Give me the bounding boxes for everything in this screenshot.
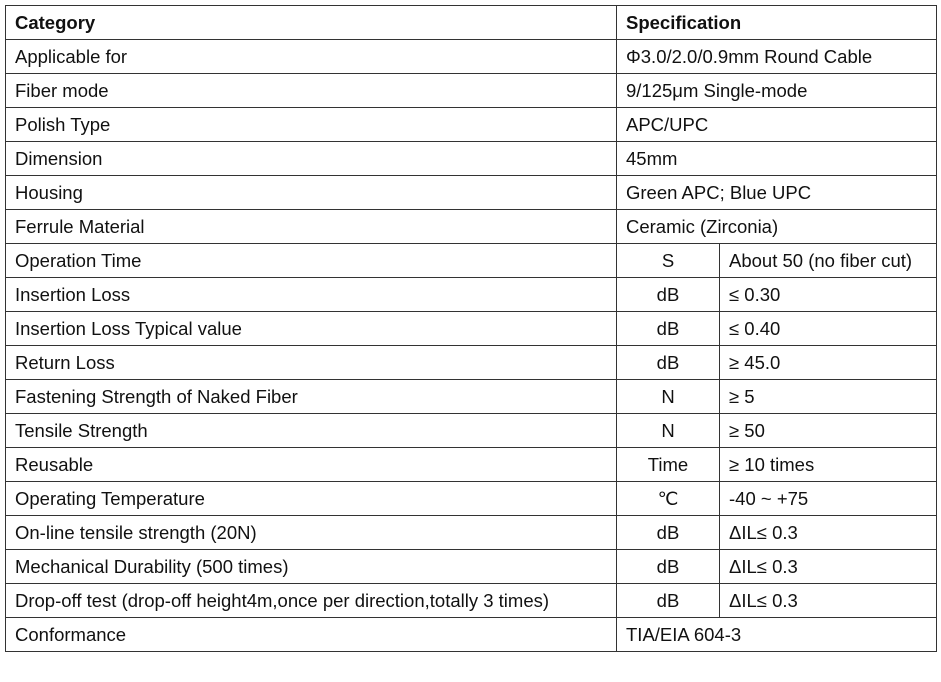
value-cell: ΔIL≤ 0.3 xyxy=(720,550,937,584)
category-cell: On-line tensile strength (20N) xyxy=(6,516,617,550)
value-cell: ΔIL≤ 0.3 xyxy=(720,516,937,550)
table-row xyxy=(6,142,937,176)
table-row xyxy=(6,278,937,312)
category-cell: Insertion Loss xyxy=(6,278,617,312)
spec-cell: TIA/EIA 604-3 xyxy=(617,618,937,652)
category-cell: Housing xyxy=(6,176,617,210)
value-cell: ≤ 0.40 xyxy=(720,312,937,346)
spec-cell: APC/UPC xyxy=(617,108,937,142)
category-cell: Polish Type xyxy=(6,108,617,142)
unit-cell: dB xyxy=(617,346,720,380)
category-cell: Dimension xyxy=(6,142,617,176)
table-row xyxy=(6,618,937,652)
value-cell: ≥ 5 xyxy=(720,380,937,414)
category-cell: Drop-off test (drop-off height4m,once per direction,totally 3 times) xyxy=(6,584,617,618)
spec-cell: Green APC; Blue UPC xyxy=(617,176,937,210)
unit-cell: S xyxy=(617,244,720,278)
category-cell: Applicable for xyxy=(6,40,617,74)
header-category: Category xyxy=(6,6,617,40)
table-row xyxy=(6,482,937,516)
unit-cell: dB xyxy=(617,584,720,618)
value-cell: About 50 (no fiber cut) xyxy=(720,244,937,278)
category-cell: Ferrule Material xyxy=(6,210,617,244)
value-cell: ≥ 10 times xyxy=(720,448,937,482)
table-row xyxy=(6,40,937,74)
category-cell: Return Loss xyxy=(6,346,617,380)
table-row xyxy=(6,176,937,210)
category-cell: Tensile Strength xyxy=(6,414,617,448)
category-cell: Mechanical Durability (500 times) xyxy=(6,550,617,584)
table-row xyxy=(6,210,937,244)
table-row xyxy=(6,550,937,584)
table-row xyxy=(6,516,937,550)
value-cell: ≥ 45.0 xyxy=(720,346,937,380)
category-cell: Fiber mode xyxy=(6,74,617,108)
category-cell: Reusable xyxy=(6,448,617,482)
unit-cell: dB xyxy=(617,278,720,312)
value-cell: ≤ 0.30 xyxy=(720,278,937,312)
table-row xyxy=(6,414,937,448)
spec-cell: 9/125μm Single-mode xyxy=(617,74,937,108)
unit-cell: ℃ xyxy=(617,482,720,516)
category-cell: Conformance xyxy=(6,618,617,652)
table-row xyxy=(6,584,937,618)
header-specification: Specification xyxy=(617,6,937,40)
spec-cell: 45mm xyxy=(617,142,937,176)
value-cell: ≥ 50 xyxy=(720,414,937,448)
table-row xyxy=(6,380,937,414)
category-cell: Operating Temperature xyxy=(6,482,617,516)
category-cell: Insertion Loss Typical value xyxy=(6,312,617,346)
unit-cell: N xyxy=(617,380,720,414)
unit-cell: N xyxy=(617,414,720,448)
table-row xyxy=(6,74,937,108)
table-row xyxy=(6,108,937,142)
spec-table xyxy=(5,5,937,652)
spec-cell: Ceramic (Zirconia) xyxy=(617,210,937,244)
table-row xyxy=(6,346,937,380)
category-cell: Operation Time xyxy=(6,244,617,278)
unit-cell: Time xyxy=(617,448,720,482)
unit-cell: dB xyxy=(617,516,720,550)
spec-cell: Φ3.0/2.0/0.9mm Round Cable xyxy=(617,40,937,74)
table-row xyxy=(6,244,937,278)
table-row xyxy=(6,312,937,346)
value-cell: ΔIL≤ 0.3 xyxy=(720,584,937,618)
category-cell: Fastening Strength of Naked Fiber xyxy=(6,380,617,414)
unit-cell: dB xyxy=(617,550,720,584)
value-cell: -40 ~ +75 xyxy=(720,482,937,516)
unit-cell: dB xyxy=(617,312,720,346)
table-row xyxy=(6,448,937,482)
table-header-row xyxy=(6,6,937,40)
